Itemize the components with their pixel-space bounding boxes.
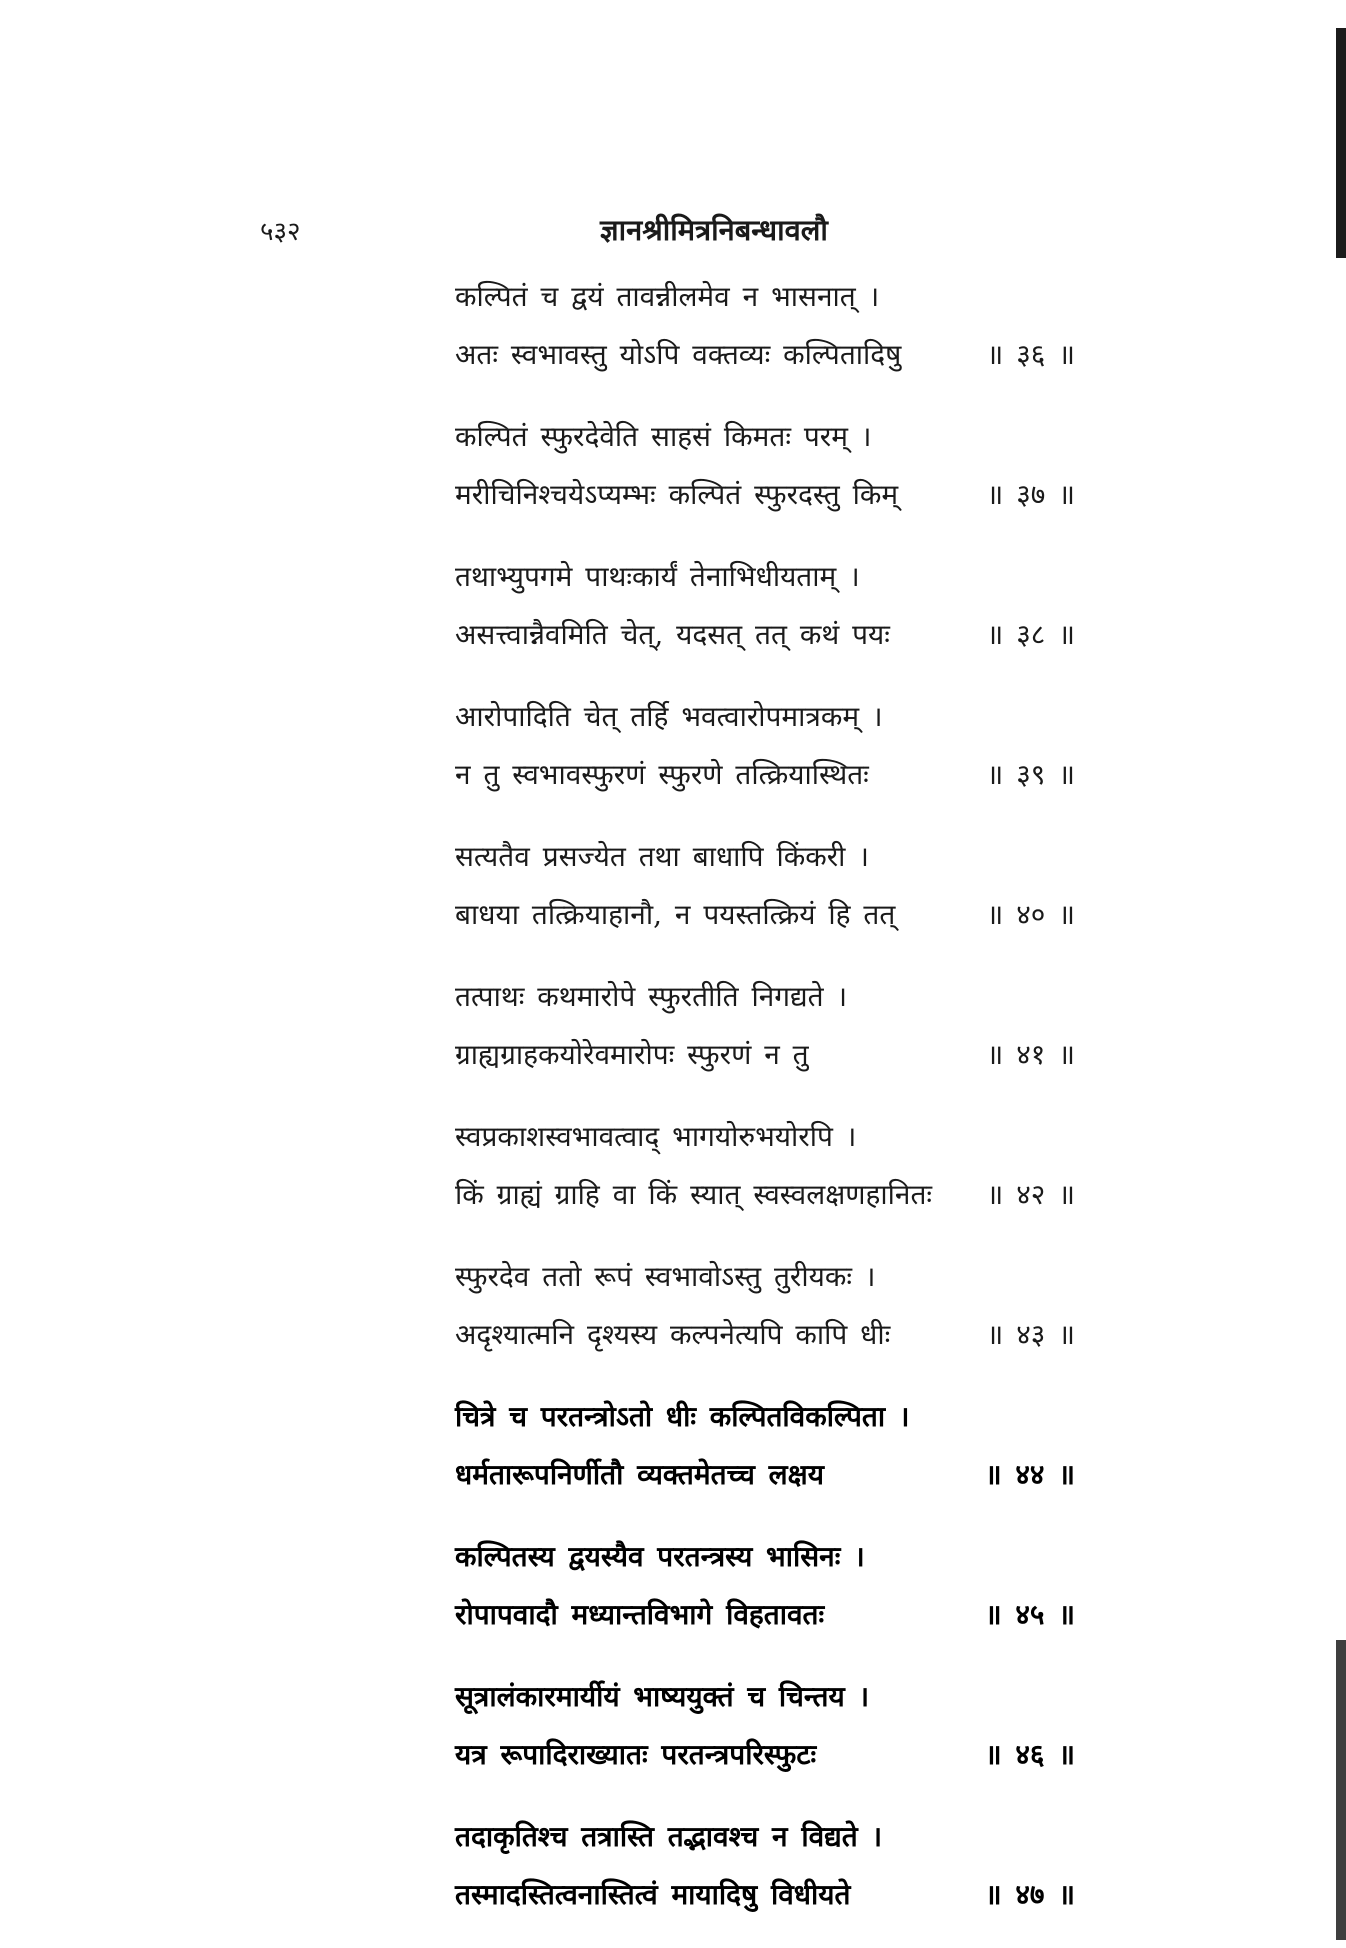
verse-line [455, 1166, 1075, 1224]
verse [455, 408, 1075, 548]
verse-number: ॥ ३८ ॥ [986, 618, 1075, 651]
verse-line: तथाभ्युपगमे पाथःकार्यं तेनाभिधीयताम् । [455, 560, 860, 593]
verse-text: यत्र रूपादिराख्यातः परतन्त्रपरिस्फुटः [455, 1738, 817, 1771]
verse [455, 828, 1075, 968]
verse [455, 1668, 1075, 1808]
verse [455, 1808, 1075, 1948]
verse-line [455, 746, 1075, 804]
verse [455, 968, 1075, 1108]
verse-line [455, 886, 1075, 944]
verse-number: ॥ ३७ ॥ [986, 478, 1075, 511]
verse-line [455, 1446, 1075, 1504]
verse [455, 1108, 1075, 1248]
verse-text: असत्त्वान्नैवमिति चेत्, यदसत् तत् कथं पयः [455, 618, 890, 651]
verse-text: ग्राह्यग्राहकयोरेवमारोपः स्फुरणं न तु [455, 1038, 809, 1071]
verse-number: ॥ ४५ ॥ [984, 1598, 1075, 1631]
scan-edge-top [1336, 28, 1346, 258]
verse-line [455, 1026, 1075, 1084]
verse-line: सूत्रालंकारमार्यीयं भाष्ययुक्तं च चिन्तय । [455, 1680, 870, 1713]
verse-list [455, 268, 1075, 1948]
verse-number: ॥ ३६ ॥ [986, 338, 1075, 371]
verse-text: बाधया तत्क्रियाहानौ, न पयस्तत्क्रियं हि तत् [455, 898, 896, 931]
verse-line [455, 1586, 1075, 1644]
verse-line [455, 1306, 1075, 1364]
verse [455, 688, 1075, 828]
verse-line: तत्पाथः कथमारोपे स्फुरतीति निगद्यते । [455, 980, 848, 1013]
verse-number: ॥ ३९ ॥ [986, 758, 1075, 791]
verse-text: अदृश्यात्मनि दृश्यस्य कल्पनेत्यपि कापि धीः [455, 1318, 891, 1351]
verse-line: कल्पितं च द्वयं तावन्नीलमेव न भासनात् । [455, 280, 880, 313]
verse-line: तदाकृतिश्च तत्रास्ति तद्भावश्च न विद्यते । [455, 1820, 883, 1853]
verse-line [455, 466, 1075, 524]
verse-line [455, 1866, 1075, 1924]
verse-line: सत्यतैव प्रसज्येत तथा बाधापि किंकरी । [455, 840, 869, 873]
verse [455, 1388, 1075, 1528]
verse-text: अतः स्वभावस्तु योऽपि वक्तव्यः कल्पितादिषु [455, 338, 902, 371]
scan-edge-bottom [1336, 1640, 1346, 1940]
verse-number: ॥ ४७ ॥ [984, 1878, 1075, 1911]
verse-line: कल्पितस्य द्वयस्यैव परतन्त्रस्य भासिनः । [455, 1540, 865, 1573]
verse-number: ॥ ४१ ॥ [986, 1038, 1075, 1071]
verse-line: स्वप्रकाशस्वभावत्वाद् भागयोरुभयोरपि । [455, 1120, 857, 1153]
verse-text: न तु स्वभावस्फुरणं स्फुरणे तत्क्रियास्थितः [455, 758, 869, 791]
verse-number: ॥ ४२ ॥ [986, 1178, 1075, 1211]
verse [455, 548, 1075, 688]
verse-number: ॥ ४६ ॥ [984, 1738, 1075, 1771]
running-title: ज्ञानश्रीमित्रनिबन्धावलौ [600, 213, 828, 247]
verse-number: ॥ ४३ ॥ [986, 1318, 1075, 1351]
verse-text: धर्मतारूपनिर्णीतौ व्यक्तमेतच्च लक्षय [455, 1458, 824, 1491]
verse-text: तस्मादस्तित्वनास्तित्वं मायादिषु विधीयते [455, 1878, 851, 1911]
verse-line: चित्रे च परतन्त्रोऽतो धीः कल्पितविकल्पिता । [455, 1400, 910, 1433]
verse-line [455, 1726, 1075, 1784]
verse-line [455, 606, 1075, 664]
verse-line: स्फुरदेव ततो रूपं स्वभावोऽस्तु तुरीयकः । [455, 1260, 876, 1293]
verse-text: किं ग्राह्यं ग्राहि वा किं स्यात् स्वस्वलक्षणहानितः [455, 1178, 933, 1211]
verse-text: रोपापवादौ मध्यान्तविभागे विहतावतः [455, 1598, 825, 1631]
verse-line [455, 326, 1075, 384]
verse-line: कल्पितं स्फुरदेवेति साहसं किमतः परम् । [455, 420, 872, 453]
verse-number: ॥ ४० ॥ [986, 898, 1075, 931]
verse [455, 1248, 1075, 1388]
verse [455, 1528, 1075, 1668]
verse-number: ॥ ४४ ॥ [984, 1458, 1075, 1491]
verse-text: मरीचिनिश्चयेऽप्यम्भः कल्पितं स्फुरदस्तु किम् [455, 478, 899, 511]
verse [455, 268, 1075, 408]
page-number: ५३२ [260, 217, 301, 247]
verse-line: आरोपादिति चेत् तर्हि भवत्वारोपमात्रकम् । [455, 700, 883, 733]
